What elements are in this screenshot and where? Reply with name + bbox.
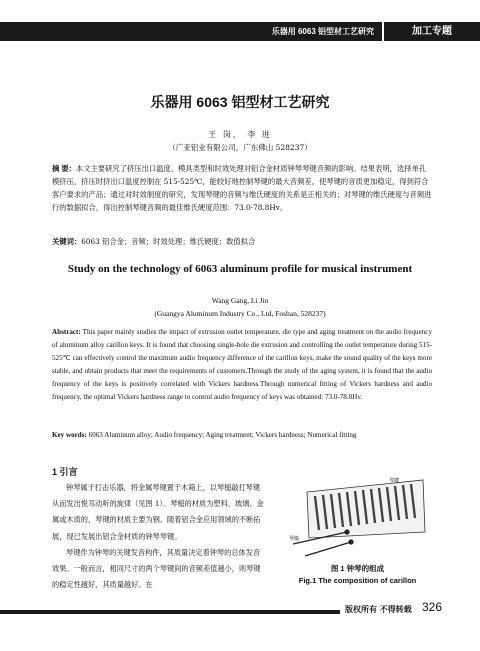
chinese-authors: 王 岗， 李 进: [208, 130, 272, 139]
chinese-title: 乐器用 6063 铝型材工艺研究: [150, 94, 330, 110]
english-affiliation: (Guangya Aluminum Industry Co., Ltd, Foshan, 528237): [154, 309, 326, 318]
running-title: 乐器用 6063 铝型材工艺研究: [0, 22, 382, 41]
chinese-abstract-text: 本文主要研究了挤压出口温度、模具类型和时效处理对铝合金材质钟琴琴键音频的影响。结果表明，选择单孔模挤压，挤压时挤出口温度控制在 515-525℃，能较好地控制琴键的最大音频差，使琴键的音质更加稳定，得到符合客户要求的产品；通过对时效制度的研究，发现琴键的音频与维氏硬度的关系是正相关的；对琴键的维氏硬度与音频进行的数据拟合，得出控制琴键音频的最佳维氏硬度范围：73.0-78.8Hv。: [52, 164, 432, 212]
figure-caption-en: Fig.1 The composition of carillon: [298, 576, 417, 585]
english-abstract: [52, 326, 432, 405]
figure-label-mallet: 琴槌: [289, 536, 300, 542]
chinese-abstract-label: 摘 要：: [52, 164, 76, 173]
chinese-abstract: [52, 162, 432, 214]
body-paragraph: 琴键作为钟琴的关键发音构件，其质量决定着钟琴的总体发音效果。一般而言，相同尺寸的两个琴键间的音频差值越小，则琴键的稳定性越好，其质量越好。在: [52, 547, 261, 590]
figure-caption-cn: 图 1 钟琴的组成: [330, 564, 385, 573]
footer-rule: [0, 610, 340, 614]
english-keywords-label: Key words:: [52, 431, 87, 439]
chinese-keywords-label: 关键词：: [52, 237, 82, 246]
english-abstract-text: This paper mainly studies the impact of extrusion outlet temperature, die type and aging treatment on the audio frequency of aluminum alloy carillon keys. It is found that choosing single-hole die extrusion and controlling the outlet temperature during 515-525℃ can effectively control the maximum audio frequency difference of the carillon keys, make the sound quality of the keys more stable, and obtain products that meet the requirements of customers.Through the study of the aging system, it is found that the audio frequency of the keys is positively correlated with Vickers hardness.Through numerical fitting of Vickers hardness and audio frequency, the optimal Vickers hardness range to control audio frequency of keys was obtained: 73.0-78.8Hv.: [52, 328, 432, 402]
section-heading: 1 引言: [52, 467, 78, 477]
footer-rights: 版权所有 不得转载: [345, 604, 412, 614]
english-authors: Wang Gang, Li Jin: [211, 296, 269, 305]
english-keywords: [52, 431, 432, 439]
chinese-keywords: [52, 237, 432, 247]
chinese-affiliation: （广亚铝业有限公司，广东佛山 528237）: [168, 143, 312, 152]
body-paragraph: 钟琴属于打击乐器，将金属琴键置于木箱上，以琴槌敲打琴键从而发出悦耳动听的旋律（见图 1）。琴槌的材质为塑料、玻璃、金属或木质的，琴键的材质主要为钢。随着铝合金应用领域的不断拓展，现已发展出铝合金材质的钟琴琴键。: [52, 483, 264, 541]
english-title: Study on the technology of 6063 aluminum profile for musical instrument: [67, 263, 413, 275]
running-header: [0, 22, 480, 41]
carillon-illustration: [293, 480, 425, 556]
section-tag: 加工专题: [384, 22, 480, 41]
body-text: [52, 480, 266, 593]
carillon-figure: [285, 474, 430, 560]
page-number: 326: [422, 600, 443, 614]
english-abstract-label: Abstract:: [52, 328, 81, 336]
english-keywords-text: 6063 Aluminum alloy; Audio frequency; Aging treatment; Vickers hardness; Numerical fitting: [88, 431, 357, 439]
figure-label-keys: 琴键: [389, 478, 400, 484]
chinese-keywords-text: 6063 铝合金；音频；时效处理；维氏硬度；数值拟合: [81, 237, 256, 246]
